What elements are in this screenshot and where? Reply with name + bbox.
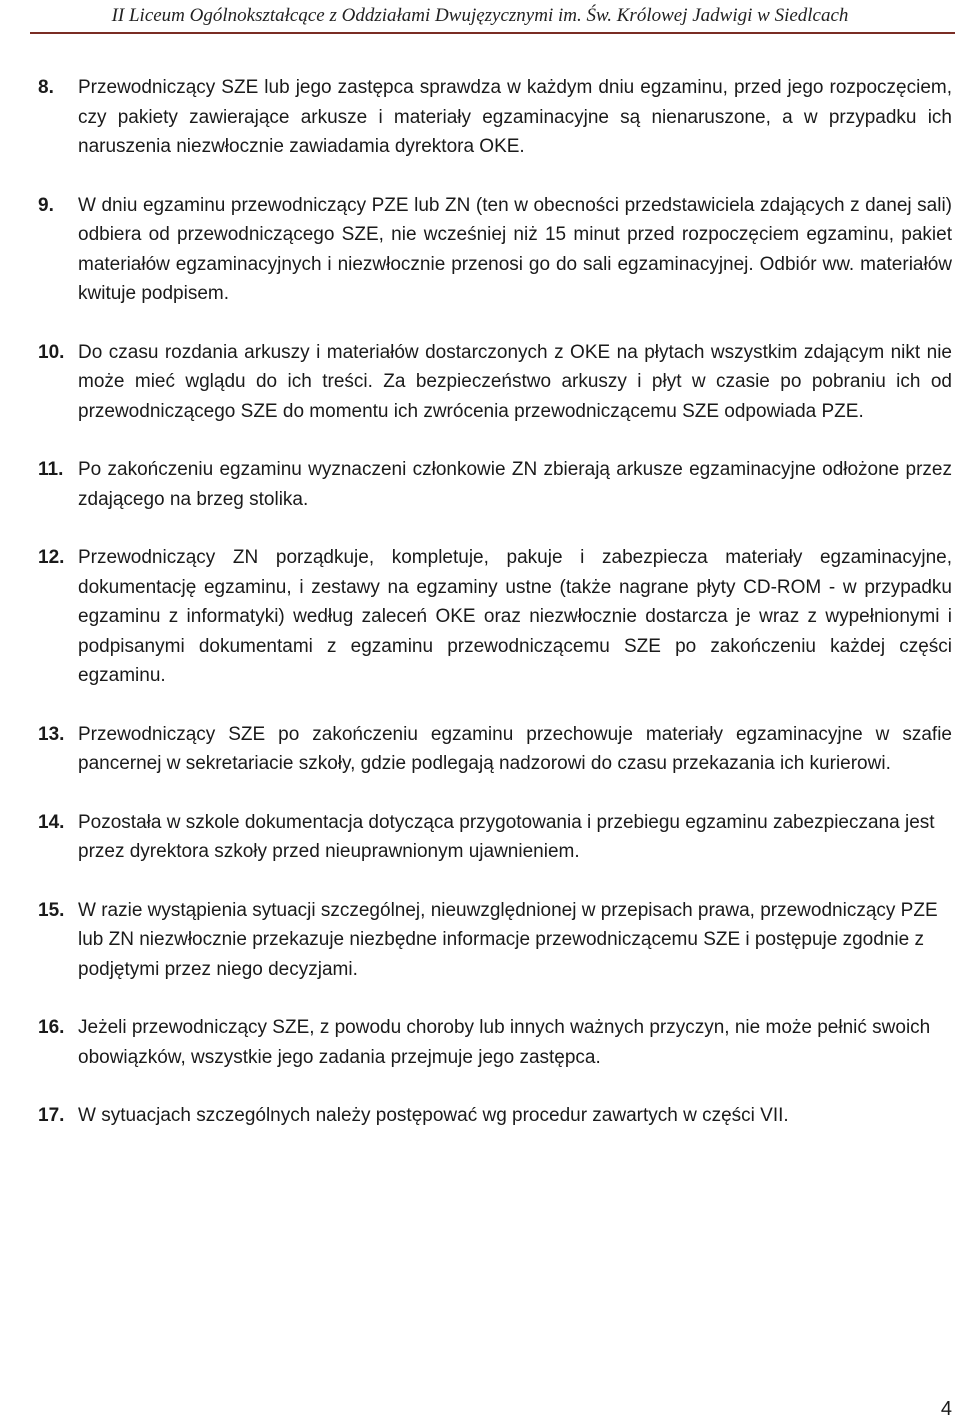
- list-item: [38, 338, 952, 427]
- item-number: 17.: [38, 1105, 65, 1126]
- item-number: 11.: [38, 459, 64, 480]
- item-text: W razie wystąpienia sytuacji szczególnej, nieuwzględnionej w przepisach prawa, przewodniczący PZE lub ZN niezwłocznie przekazuje niezbędne informacje przewodniczącemu SZE i postępuje zgodnie z podjętymi przez niego decyzjami.: [78, 899, 938, 980]
- item-text: Do czasu rozdania arkuszy i materiałów dostarczonych z OKE na płytach wszystkim zdającym nikt nie może mieć wglądu do ich treści. Za bezpieczeństwo arkuszy i płyt w czasie po pobraniu ich od przewodniczącego SZE do momentu ich zwrócenia przewodniczącemu SZE odpowiada PZE.: [78, 341, 952, 422]
- list-item: [38, 455, 952, 514]
- item-number: 8.: [38, 77, 54, 98]
- list-item: [38, 73, 952, 162]
- item-number: 13.: [38, 723, 65, 745]
- item-text: Jeżeli przewodniczący SZE, z powodu choroby lub innych ważnych przyczyn, nie może pełnić swoich obowiązków, wszystkie jego zadania przejmuje jego zastępca.: [78, 1017, 931, 1068]
- item-number: 14.: [38, 811, 65, 833]
- item-number: 16.: [38, 1017, 65, 1038]
- item-text: Przewodniczący SZE po zakończeniu egzaminu przechowuje materiały egzaminacyjne w szafie pancernej w sekretariacie szkoły, gdzie podlegają nadzorowi do czasu przekazania ich kurierowi.: [78, 723, 952, 774]
- item-number: 10.: [38, 341, 65, 363]
- header-divider: [30, 32, 955, 34]
- item-number: 12.: [38, 547, 65, 568]
- list-item: [38, 1013, 952, 1072]
- page-number: 4: [940, 1398, 952, 1420]
- item-text: Przewodniczący ZN porządkuje, kompletuje, pakuje i zabezpiecza materiały egzaminacyjne, dokumentację egzaminu, i zestawy na egzaminy ustne (także nagrane płyty CD-ROM - w przypadku egzaminu z informatyki) według zaleceń OKE oraz niezwłocznie dostarcza je wraz z wypełnionymi i podpisanymi dokumentami z egzaminu przewodniczącemu SZE po zakończeniu każdej części egzaminu.: [78, 547, 952, 686]
- item-number: 9.: [38, 194, 54, 216]
- list-item: [38, 720, 952, 779]
- item-text: Przewodniczący SZE lub jego zastępca sprawdza w każdym dniu egzaminu, przed jego rozpoczęciem, czy pakiety zawierające arkusze i materiały egzaminacyjne są nienaruszone, a w przypadku ich naruszenia niezwłocznie zawiadamia dyrektora OKE.: [78, 77, 952, 157]
- list-item: [38, 543, 952, 691]
- item-text: Po zakończeniu egzaminu wyznaczeni członkowie ZN zbierają arkusze egzaminacyjne odłożone przez zdającego na brzeg stolika.: [78, 459, 952, 510]
- item-text: W sytuacjach szczególnych należy postępować wg procedur zawartych w części VII.: [78, 1105, 789, 1126]
- procedure-list: [38, 73, 952, 1160]
- item-number: 15.: [38, 899, 65, 921]
- list-item: [38, 896, 952, 985]
- list-item: [38, 1101, 952, 1131]
- item-text: Pozostała w szkole dokumentacja dotycząca przygotowania i przebiegu egzaminu zabezpieczana jest przez dyrektora szkoły przed nieuprawnionym ujawnieniem.: [78, 811, 935, 862]
- page-header: II Liceum Ogólnokształcące z Oddziałami Dwujęzycznymi im. Św. Królowej Jadwigi w Siedlcach: [111, 5, 849, 26]
- list-item: [38, 808, 952, 867]
- item-text: W dniu egzaminu przewodniczący PZE lub ZN (ten w obecności przedstawiciela zdających z danej sali) odbiera od przewodniczącego SZE, nie wcześniej niż 15 minut przed rozpoczęciem egzaminu, pakiet materiałów egzaminacyjnych i niezwłocznie przenosi go do sali egzaminacyjnej. Odbiór ww. materiałów kwituje podpisem.: [78, 194, 952, 304]
- list-item: [38, 191, 952, 309]
